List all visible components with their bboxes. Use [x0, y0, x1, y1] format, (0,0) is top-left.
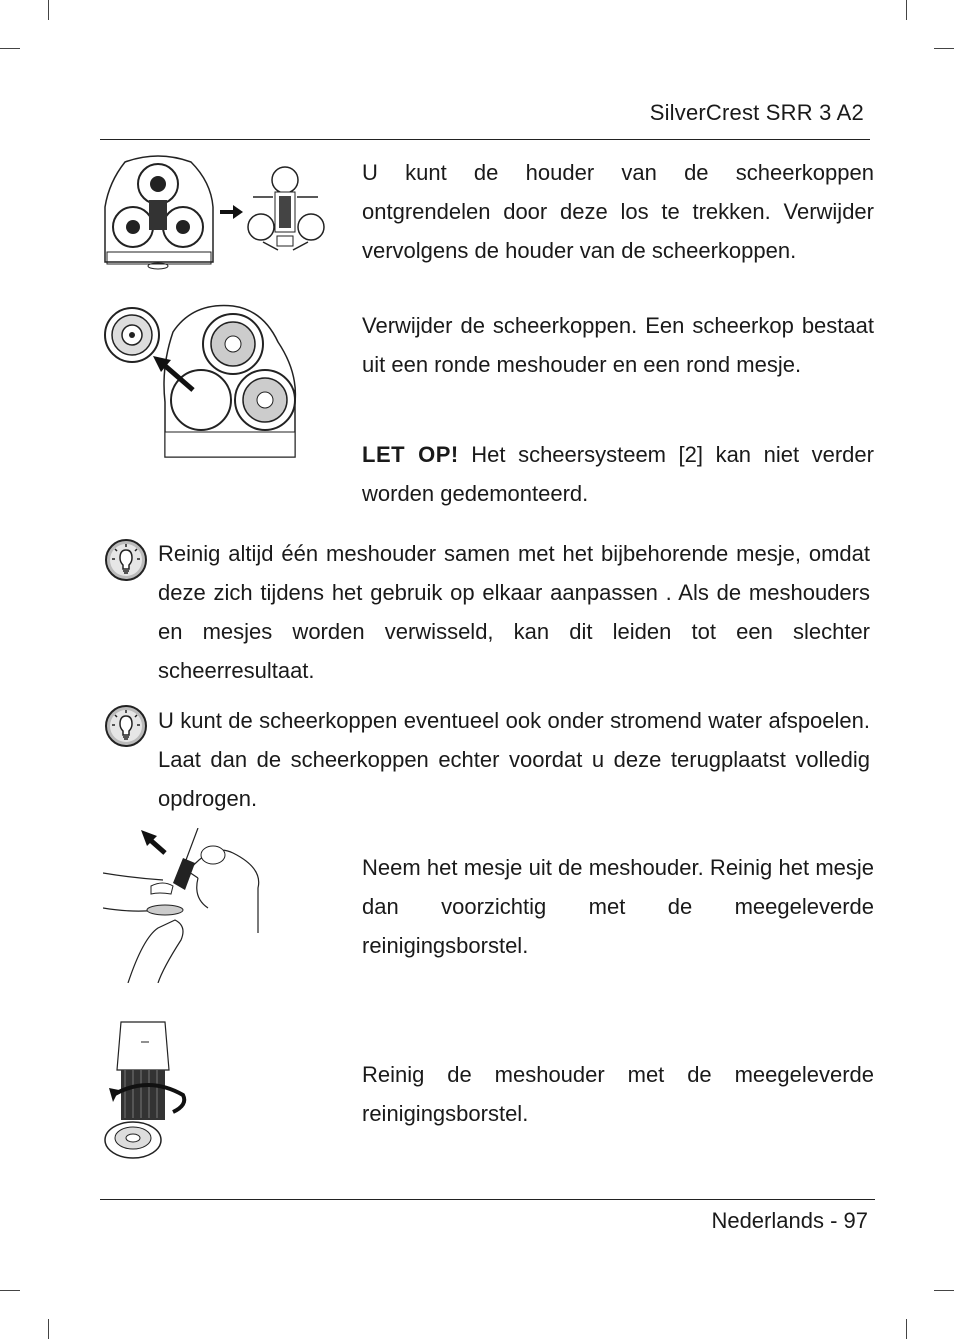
crop-mark [48, 0, 49, 20]
page-footer: Nederlands - 97 [711, 1208, 868, 1233]
paragraph-warning [362, 435, 874, 513]
paragraph-remove-heads-text: Verwijder de scheerkoppen. Een scheerkop bestaat uit een ronde meshouder en een rond mesje. [362, 313, 874, 377]
figure-clean-holder [103, 1020, 193, 1165]
tip-text: Reinig altijd één meshouder samen met het bijbehorende mesje, omdat deze zich tijdens het gebruik op elkaar aanpassen . Als de meshouders en mesjes worden verwisseld, kan dit leiden tot een slechter scheerresultaat. [158, 541, 870, 683]
paragraph-remove-heads [362, 306, 874, 384]
figure-holder-release [103, 152, 333, 270]
crop-mark [934, 1290, 954, 1291]
tip-paragraph-rinse [158, 701, 870, 818]
header-rule [100, 139, 870, 140]
tip-paragraph-matching [158, 534, 870, 690]
lightbulb-icon [104, 704, 148, 748]
crop-mark [48, 1319, 49, 1339]
warning-text: Het scheersysteem [2] kan niet verder worden gedemonteerd. [362, 442, 874, 506]
paragraph-clean-blade [362, 848, 874, 965]
footer-rule [100, 1199, 875, 1200]
paragraph-clean-holder-text: Reinig de meshouder met de meegeleverde reinigingsborstel. [362, 1062, 874, 1126]
warning-label: LET OP! [362, 442, 459, 467]
figure-remove-heads [103, 302, 303, 462]
paragraph-clean-holder [362, 1055, 874, 1133]
paragraph-holder-release [362, 153, 874, 270]
tip-text: U kunt de scheerkoppen eventueel ook onder stromend water afspoelen. Laat dan de scheerkoppen echter voordat u deze terugplaatst volledig opdrogen. [158, 708, 870, 811]
crop-mark [906, 1319, 907, 1339]
crop-mark [0, 48, 20, 49]
crop-mark [0, 1290, 20, 1291]
lightbulb-icon [104, 538, 148, 582]
page-header-title: SilverCrest SRR 3 A2 [649, 100, 864, 125]
crop-mark [906, 0, 907, 20]
crop-mark [934, 48, 954, 49]
paragraph-holder-release-text: U kunt de houder van de scheerkoppen ontgrendelen door deze los te trekken. Verwijder vervolgens de houder van de scheerkoppen. [362, 160, 874, 263]
figure-clean-blade [103, 828, 263, 983]
paragraph-clean-blade-text: Neem het mesje uit de meshouder. Reinig het mesje dan voorzichtig met de meegeleverde reinigingsborstel. [362, 855, 874, 958]
